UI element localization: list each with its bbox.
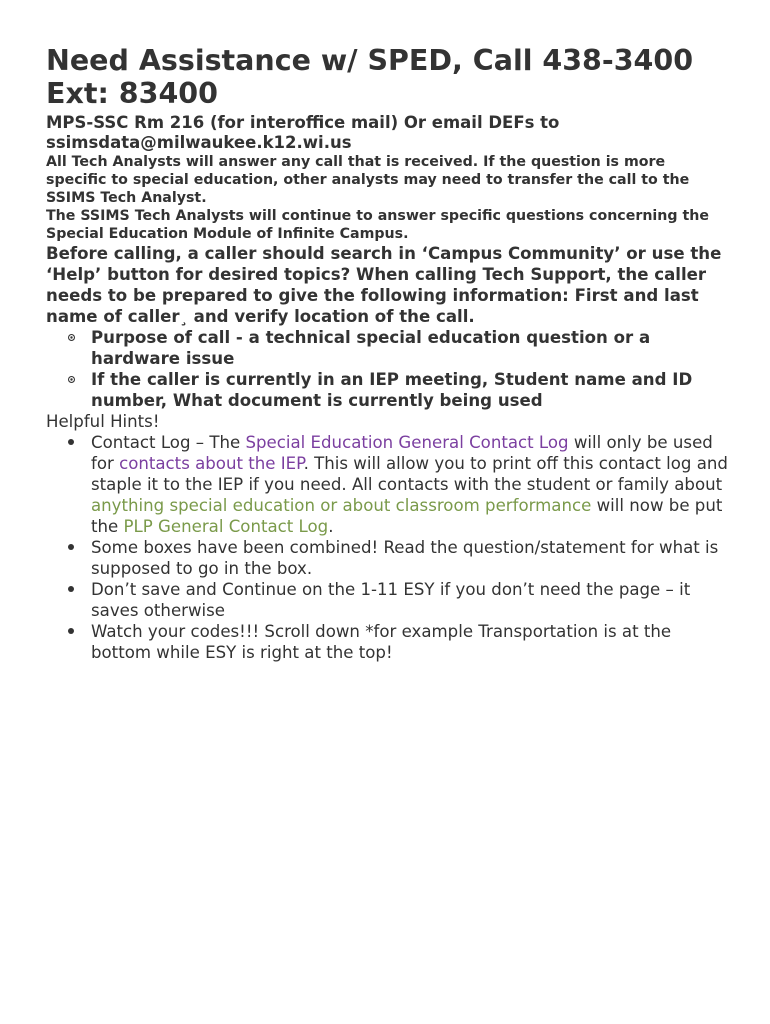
hint-text: will only be used for	[91, 433, 713, 473]
before-calling-paragraph: Before calling, a caller should search in ‘Campus Community’ or use the ‘Help’ button for desired topics? When calling Tech Support, the caller needs to be prepared to give the following information: First and last name of caller¸ and verify location of the call.	[46, 244, 722, 326]
page-title	[46, 44, 730, 110]
bullet-icon	[68, 586, 74, 592]
contacts-about-iep-link[interactable]: contacts about the IEP	[119, 454, 304, 473]
hint-text: Watch your codes!!! Scroll down *for example Transportation is at the bottom while ESY is right at the top!	[91, 622, 672, 662]
hint-text: Don’t save and Continue on the 1-11 ESY if you don’t need the page – it saves otherwise	[91, 580, 691, 620]
list-item	[46, 369, 730, 411]
hint-text: .	[328, 517, 334, 536]
plp-contact-log-link[interactable]: PLP General Contact Log	[123, 517, 329, 536]
hint-text: Contact Log – The	[91, 433, 246, 452]
list-item	[46, 432, 730, 537]
note-ssims-analysts: The SSIMS Tech Analysts will continue to answer specific questions concerning the Special Education Module of Infinite Campus.	[46, 208, 709, 242]
contact-info	[46, 113, 730, 153]
bullet-icon	[68, 334, 75, 341]
title-line-2: Ext: 83400	[46, 77, 218, 110]
helpful-hints-list	[46, 432, 730, 663]
list-item	[46, 537, 730, 579]
bullet-icon	[68, 439, 74, 445]
classroom-performance-link[interactable]: anything special education or about classroom performance	[91, 496, 592, 515]
list-item-text: Purpose of call - a technical special education question or a hardware issue	[91, 328, 651, 368]
contact-line-1: MPS-SSC Rm 216 (for interoffice mail) Or email DEFs to	[46, 113, 560, 132]
note-tech-analysts: All Tech Analysts will answer any call that is received. If the question is more specific to special education, other analysts may need to transfer the call to the SSIMS Tech Analyst.	[46, 154, 690, 206]
list-item	[46, 579, 730, 621]
hint-text: Some boxes have been combined! Read the question/statement for what is supposed to go in the box.	[91, 538, 719, 578]
helpful-hints-heading: Helpful Hints!	[46, 412, 160, 431]
contact-email: ssimsdata@milwaukee.k12.wi.us	[46, 133, 352, 152]
call-info-list	[46, 327, 730, 411]
bullet-icon	[68, 628, 74, 634]
list-item	[46, 621, 730, 663]
hint-text: . This will allow you to print off this contact log and staple it to the IEP if you need. All contacts with the student or family about	[91, 454, 728, 494]
title-line-1: Need Assistance w/ SPED, Call 438-3400	[46, 44, 694, 77]
list-item	[46, 327, 730, 369]
list-item-text: If the caller is currently in an IEP meeting, Student name and ID number, What document is currently being used	[91, 370, 693, 410]
bullet-icon	[68, 544, 74, 550]
hint-text: will now be put the	[91, 496, 723, 536]
bullet-icon	[68, 376, 75, 383]
special-education-contact-log-link[interactable]: Special Education General Contact Log	[245, 433, 569, 452]
